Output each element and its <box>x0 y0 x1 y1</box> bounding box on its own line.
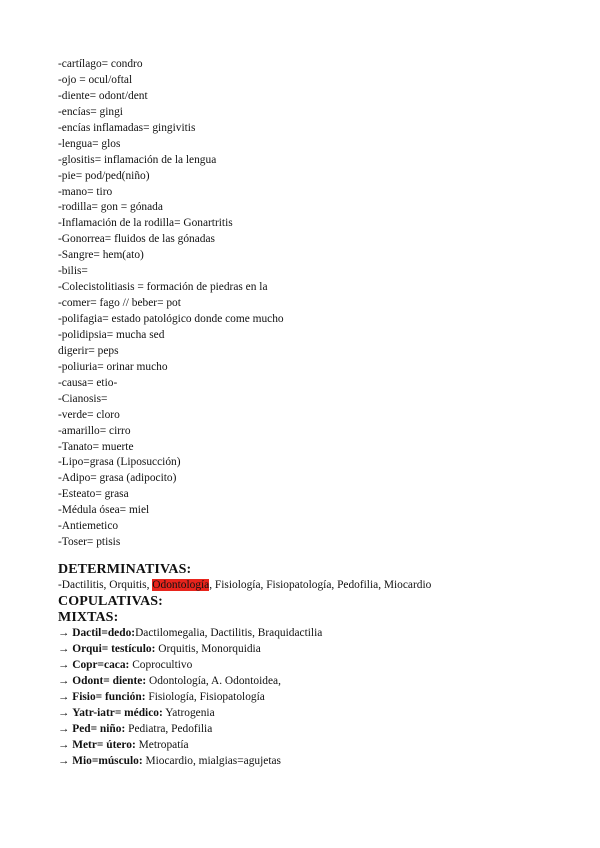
copulativas-heading: COPULATIVAS: <box>58 594 163 609</box>
mixtas-item <box>58 738 580 754</box>
arrow-icon: → <box>58 627 70 639</box>
arrow-icon: → <box>58 690 70 703</box>
document-page <box>58 57 580 769</box>
vocab-line: -Tanato= muerte <box>58 440 134 453</box>
vocab-line: -encías= gingi <box>58 105 123 118</box>
vocab-line: -amarillo= cirro <box>58 424 131 437</box>
mixtas-term: Yatr-iatr= médico: <box>72 706 163 719</box>
mixtas-examples: Fisiología, Fisiopatología <box>145 690 265 703</box>
mixtas-item <box>58 754 580 770</box>
vocab-line: -ojo = ocul/oftal <box>58 73 133 86</box>
mixtas-heading: MIXTAS: <box>58 610 119 625</box>
vocab-line: -bilis= <box>58 265 88 278</box>
vocab-line: -comer= fago // beber= pot <box>58 297 181 310</box>
mixtas-term: Fisio= función: <box>72 690 146 703</box>
mixtas-term: Dactil=dedo: <box>72 627 136 639</box>
vocab-line: -lengua= glos <box>58 137 121 150</box>
arrow-icon: → <box>58 706 70 719</box>
mixtas-item <box>58 722 580 738</box>
vocab-line: -Colecistolitiasis = formación de piedras en la <box>58 281 268 294</box>
vocab-line: -Esteato= grasa <box>58 488 129 501</box>
vocab-line: -polifagia= estado patológico donde come mucho <box>58 313 284 325</box>
vocab-line: digerir= peps <box>58 344 119 357</box>
arrow-icon: → <box>58 642 70 655</box>
mixtas-term: Copr=caca: <box>72 658 130 671</box>
mixtas-item <box>58 674 580 690</box>
determinativas-text: -Dactilitis, Orquitis, <box>58 579 153 592</box>
vocab-line: -glositis= inflamación de la lengua <box>58 153 217 166</box>
vocab-line: -Médula ósea= miel <box>58 504 150 517</box>
mixtas-examples: Dactilomegalia, Dactilitis, Braquidactilia <box>135 627 323 639</box>
vocab-line: -pie= pod/ped(niño) <box>58 169 150 182</box>
mixtas-item <box>58 690 580 706</box>
vocab-line: -poliuria= orinar mucho <box>58 360 168 373</box>
mixtas-term: Mio=músculo: <box>72 754 143 767</box>
vocab-line: -causa= etio- <box>58 376 118 389</box>
mixtas-item <box>58 642 580 658</box>
arrow-icon: → <box>58 722 70 735</box>
vocab-line: -mano= tiro <box>58 185 113 198</box>
vocab-line: -Inflamación de la rodilla= Gonartritis <box>58 217 233 230</box>
mixtas-examples: Pediatra, Pedofilia <box>125 722 213 735</box>
mixtas-examples: Orquitis, Monorquidia <box>155 642 261 655</box>
vocab-line: -Sangre= hem(ato) <box>58 249 144 262</box>
vocab-line: -Adipo= grasa (adipocito) <box>58 472 177 485</box>
mixtas-examples: Metropatía <box>135 738 189 751</box>
vocab-line: -verde= cloro <box>58 408 120 421</box>
determinativas-text-rest: , Fisiología, Fisiopatología, Pedofilia, Miocardio <box>209 579 432 592</box>
mixtas-term: Ped= niño: <box>72 722 126 735</box>
vocab-line: -cartílago= condro <box>58 58 143 70</box>
arrow-icon: → <box>58 754 70 767</box>
vocab-line: -encías inflamadas= gingivitis <box>58 121 196 134</box>
section-spacer <box>58 551 580 562</box>
mixtas-item <box>58 658 580 674</box>
vocab-line: -Gonorrea= fluidos de las gónadas <box>58 233 215 246</box>
mixtas-term: Metr= útero: <box>72 738 136 751</box>
vocab-line: -Cianosis= <box>58 392 108 405</box>
vocab-line: -Toser= ptisis <box>58 536 121 549</box>
vocab-line: -Antiemetico <box>58 520 119 533</box>
vocab-line: -Lipo=grasa (Liposucción) <box>58 456 181 469</box>
highlighted-term: Odontología <box>152 579 210 592</box>
arrow-icon: → <box>58 738 70 751</box>
mixtas-term: Orqui= testículo: <box>72 642 156 655</box>
vocab-line: -polidipsia= mucha sed <box>58 328 165 341</box>
mixtas-examples: Yatrogenia <box>162 706 215 719</box>
vocab-line: -rodilla= gon = gónada <box>58 201 163 214</box>
mixtas-item <box>58 706 580 722</box>
vocabulary-list <box>58 57 580 551</box>
mixtas-examples: Miocardio, mialgias=agujetas <box>142 754 281 767</box>
determinativas-heading: DETERMINATIVAS: <box>58 562 192 578</box>
mixtas-examples: Coprocultivo <box>129 658 193 671</box>
determinativas-examples <box>58 578 580 594</box>
arrow-icon: → <box>58 674 70 687</box>
mixtas-list <box>58 626 580 769</box>
arrow-icon: → <box>58 658 70 671</box>
vocab-line: -diente= odont/dent <box>58 89 148 102</box>
mixtas-item <box>58 626 580 642</box>
mixtas-examples: Odontología, A. Odontoidea, <box>146 674 281 687</box>
mixtas-term: Odont= diente: <box>72 674 147 687</box>
